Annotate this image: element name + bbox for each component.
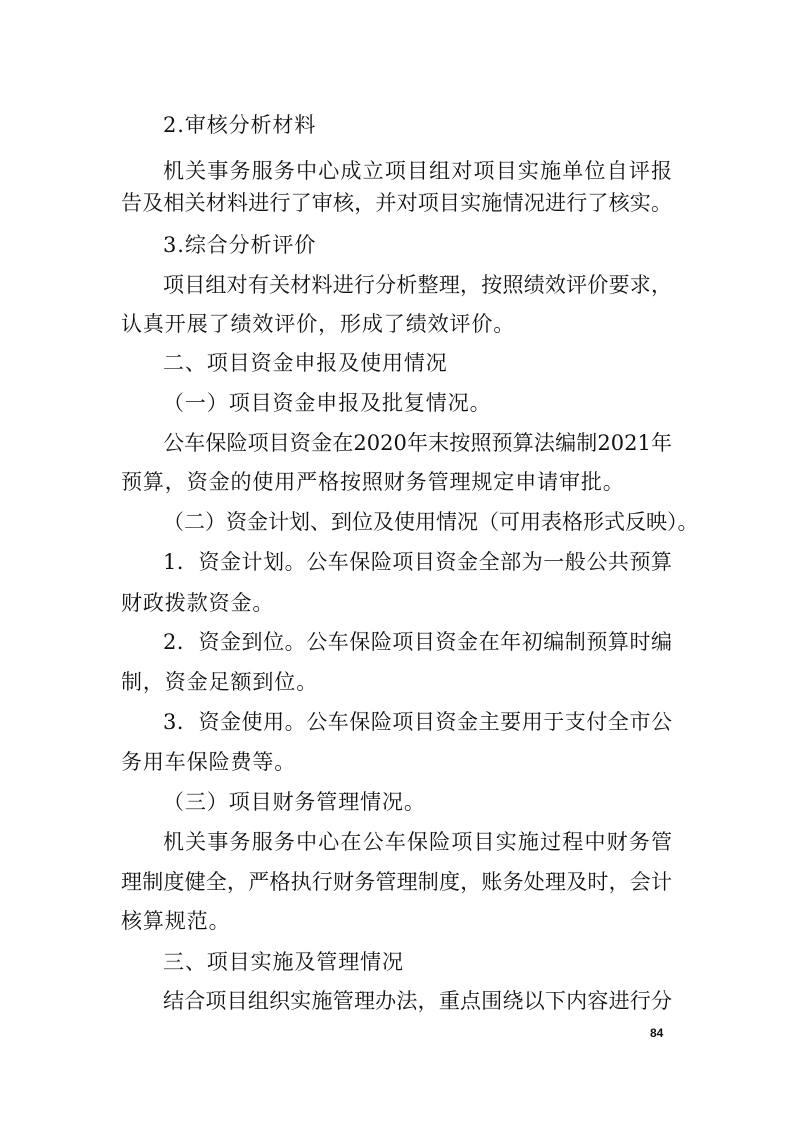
paragraph-line: 1．资金计划。公车保险项目资金全部为一般公共预算 [163,550,672,574]
paragraph-line: 务用车保险费等。 [121,750,297,774]
section-heading-implementation: 三、项目实施及管理情况 [163,950,404,974]
subsection-heading-finance: （三）项目财务管理情况。 [163,790,426,814]
section-heading-funding: 二、项目资金申报及使用情况 [163,351,448,375]
paragraph-line: 3．资金使用。公车保险项目资金主要用于支付全市公 [163,710,672,734]
paragraph-line: 公车保险项目资金在2020年末按照预算法编制2021年 [163,431,672,455]
paragraph-line: 结合项目组织实施管理办法，重点围绕以下内容进行分 [163,989,672,1013]
paragraph-line: 项目组对有关材料进行分析整理，按照绩效评价要求， [163,273,672,297]
paragraph-line: 财政拨款资金。 [121,591,275,615]
paragraph-line: 机关事务服务中心成立项目组对项目实施单位自评报 [163,159,672,183]
heading-comprehensive-evaluation: 3.综合分析评价 [163,233,317,257]
paragraph-line: 制，资金足额到位。 [121,670,319,694]
paragraph-line: 预算，资金的使用严格按照财务管理规定申请审批。 [121,470,625,494]
subsection-heading-application: （一）项目资金申报及批复情况。 [163,391,492,415]
subsection-heading-plan: （二）资金计划、到位及使用情况（可用表格形式反映）。 [163,510,699,534]
paragraph-line: 2．资金到位。公车保险项目资金在年初编制预算时编 [163,630,672,654]
paragraph-line: 机关事务服务中心在公车保险项目实施过程中财务管 [163,830,672,854]
paragraph-line: 认真开展了绩效评价，形成了绩效评价。 [121,312,516,336]
paragraph-line: 告及相关材料进行了审核，并对项目实施情况进行了核实。 [121,191,672,215]
heading-review-materials: 2.审核分析材料 [163,113,317,137]
paragraph-line: 核算规范。 [121,909,231,933]
page-number: 84 [650,1026,664,1040]
paragraph-line: 理制度健全，严格执行财务管理制度，账务处理及时，会计 [121,870,672,894]
